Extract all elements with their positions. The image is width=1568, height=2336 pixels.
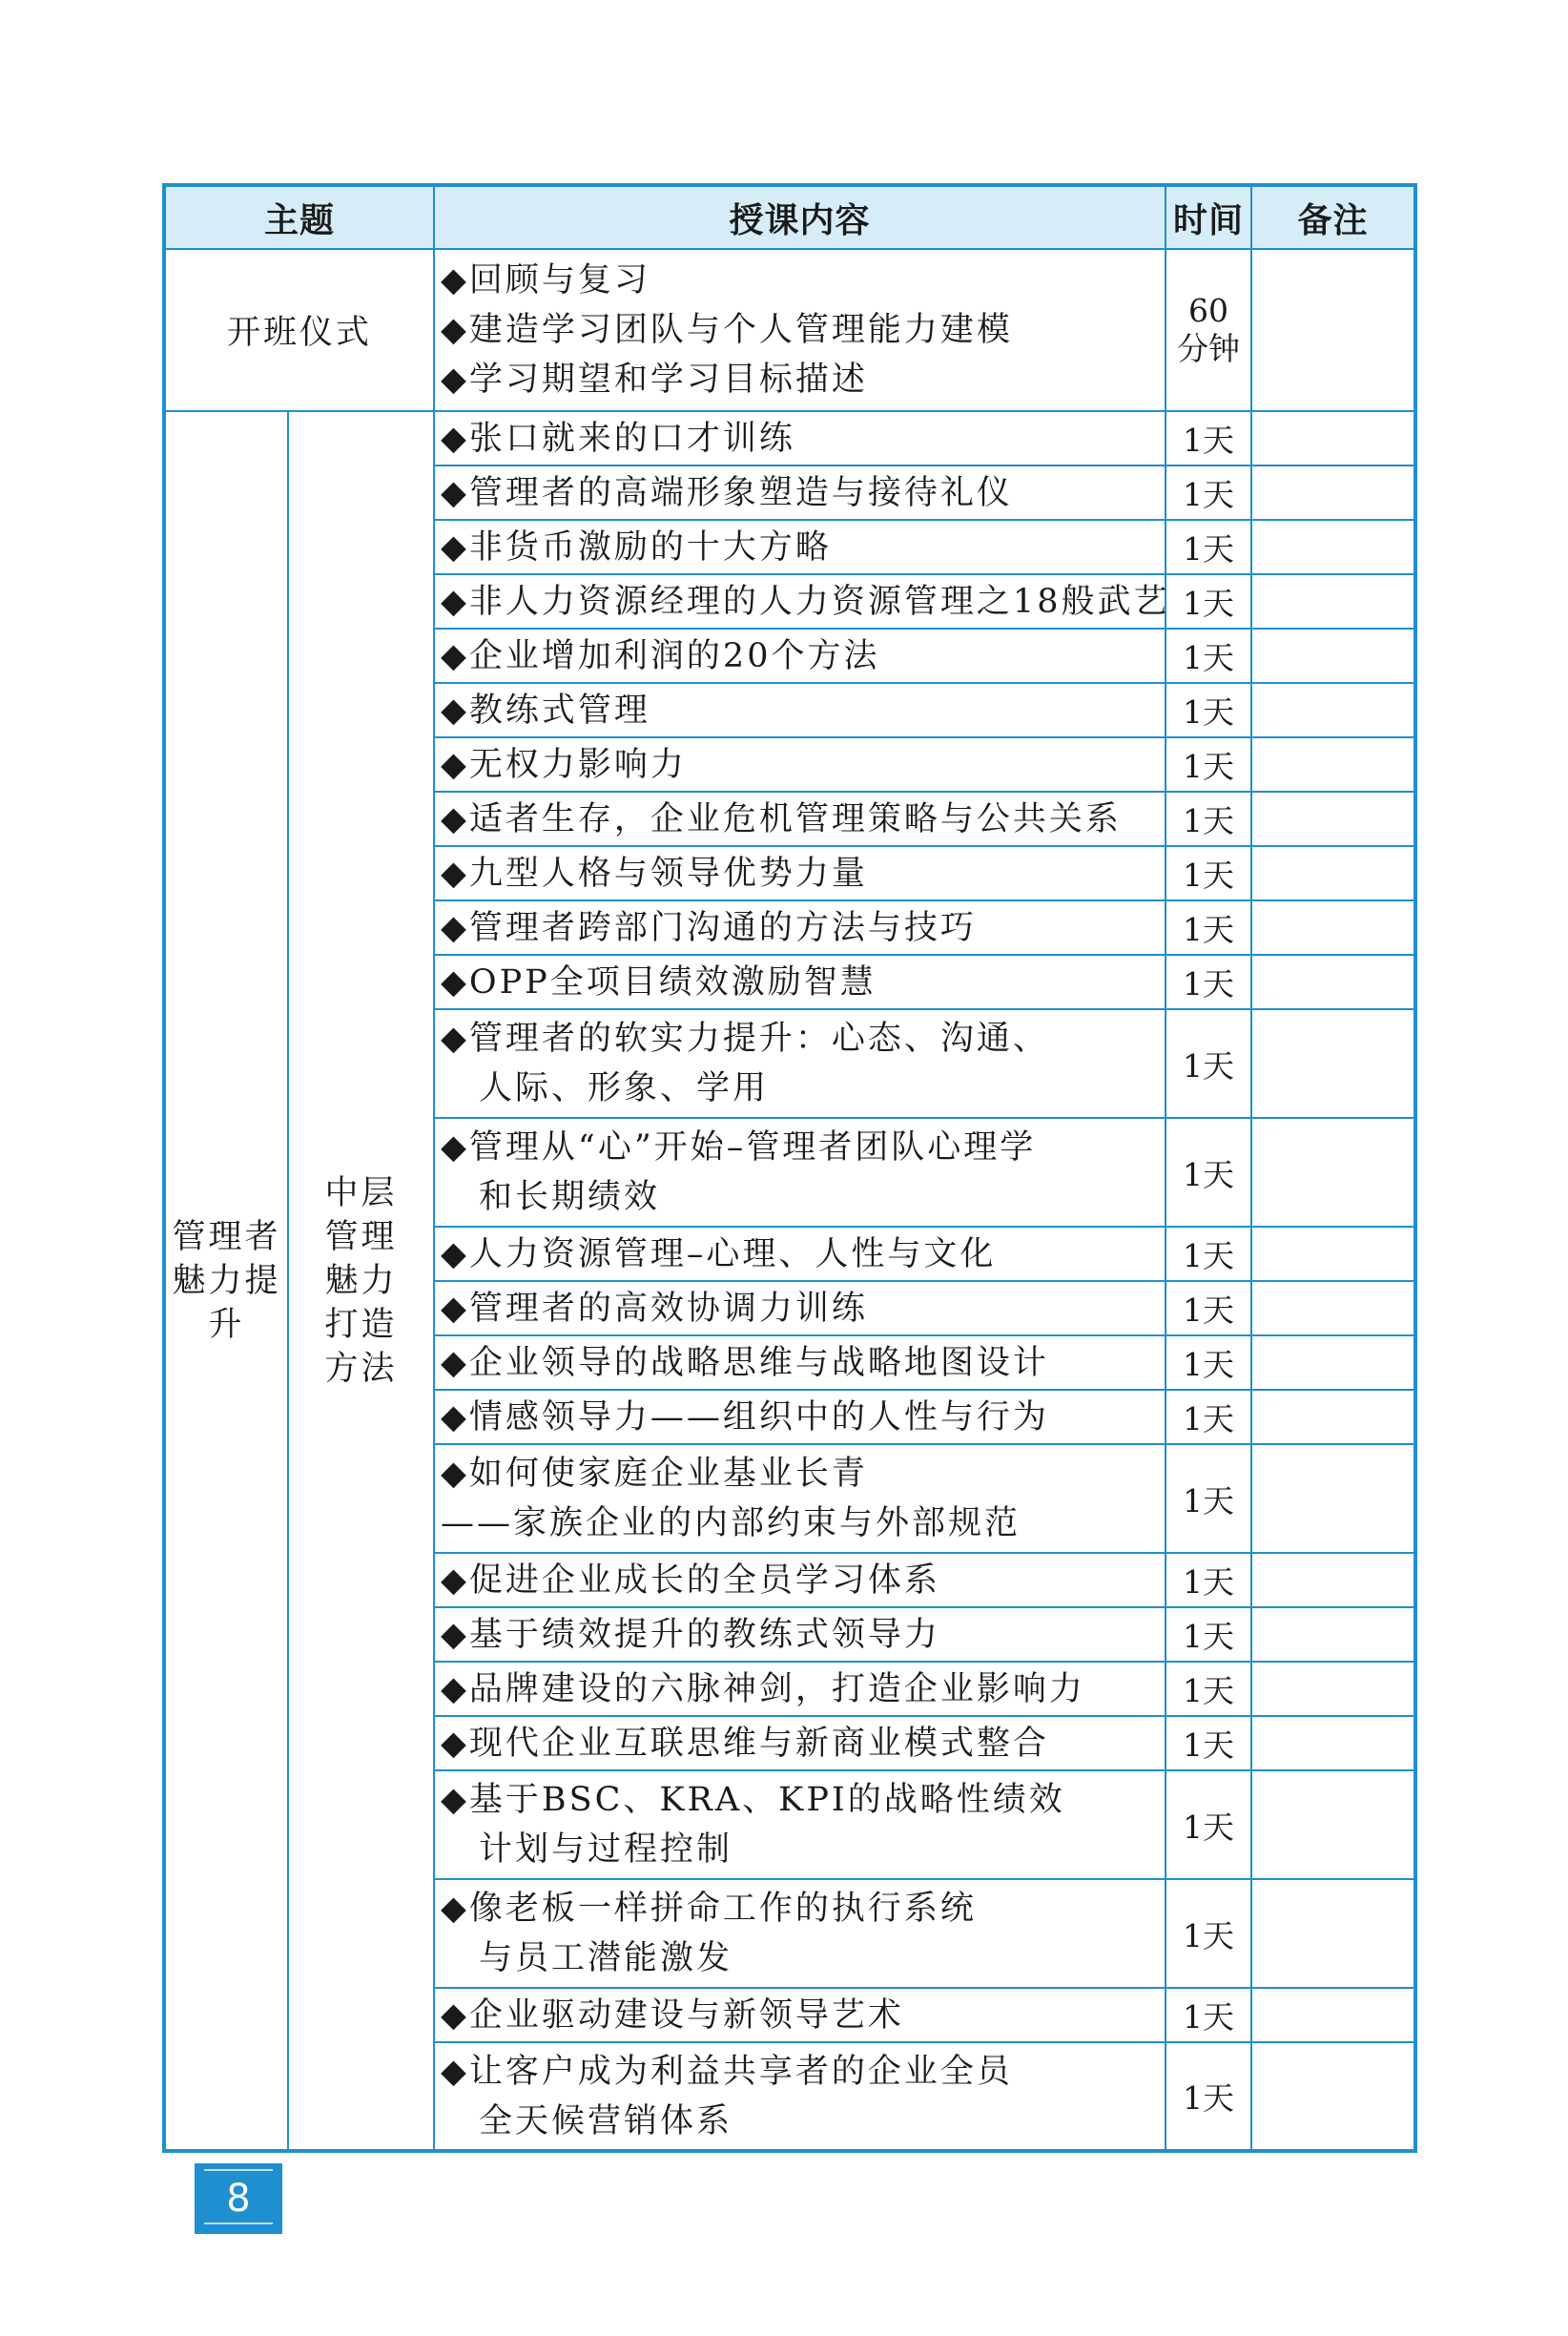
course-remarks <box>1251 1227 1415 1281</box>
course-content <box>434 955 1166 1009</box>
course-line: ◆管理者的高端形象塑造与接待礼仪 <box>441 473 1013 512</box>
course-line: 全天候营销体系 <box>479 2101 733 2140</box>
course-remarks <box>1251 1607 1415 1662</box>
course-line: ◆品牌建设的六脉神剑，打造企业影响力 <box>441 1669 1085 1708</box>
opening-item: ◆回顾与复习 <box>441 261 650 300</box>
table-row <box>164 411 1415 465</box>
course-remarks <box>1251 792 1415 846</box>
course-line: ——家族企业的内部约束与外部规范 <box>441 1504 1021 1542</box>
course-content <box>434 1553 1166 1607</box>
course-remarks <box>1251 1770 1415 1879</box>
page-number-badge <box>195 2163 282 2234</box>
course-content <box>434 846 1166 900</box>
course-line: ◆管理者的高效协调力训练 <box>441 1289 868 1328</box>
course-time: 1天 <box>1166 1607 1251 1662</box>
course-line: 人际、形象、学用 <box>479 1069 770 1107</box>
course-remarks <box>1251 900 1415 955</box>
course-content <box>434 1607 1166 1662</box>
course-line: 和长期绩效 <box>479 1178 661 1216</box>
opening-time <box>1166 249 1251 411</box>
course-time: 1天 <box>1166 629 1251 683</box>
course-content <box>434 1662 1166 1716</box>
course-content <box>434 1770 1166 1879</box>
course-time: 1天 <box>1166 1879 1251 1988</box>
badge-ornament-top <box>204 2169 273 2181</box>
course-line: ◆OPP全项目绩效激励智慧 <box>441 962 877 1002</box>
course-line: ◆基于绩效提升的教练式领导力 <box>441 1615 940 1654</box>
table-header-row <box>164 185 1415 249</box>
course-remarks <box>1251 520 1415 574</box>
course-line: ◆管理从“心”开始–管理者团队心理学 <box>441 1128 1037 1167</box>
opening-item: ◆建造学习团队与个人管理能力建模 <box>441 311 1013 349</box>
course-remarks <box>1251 1444 1415 1553</box>
course-remarks <box>1251 629 1415 683</box>
course-line: ◆非货币激励的十大方略 <box>441 527 832 567</box>
course-content <box>434 737 1166 792</box>
course-remarks <box>1251 1118 1415 1227</box>
course-time: 1天 <box>1166 1118 1251 1227</box>
course-line: ◆让客户成为利益共享者的企业全员 <box>441 2052 1013 2091</box>
course-line: ◆基于BSC、KRA、KPI的战略性绩效 <box>441 1781 1065 1819</box>
course-remarks <box>1251 1553 1415 1607</box>
opening-time-text: 60 分钟 <box>1177 292 1241 367</box>
course-line: ◆张口就来的口才训练 <box>441 419 795 458</box>
course-content <box>434 2042 1166 2151</box>
course-content <box>434 465 1166 520</box>
course-line: ◆如何使家庭企业基业长青 <box>441 1455 868 1493</box>
course-remarks <box>1251 2042 1415 2151</box>
course-line: ◆企业领导的战略思维与战略地图设计 <box>441 1343 1049 1382</box>
header-topic: 主题 <box>164 185 434 249</box>
opening-content <box>434 249 1166 411</box>
opening-topic: 开班仪式 <box>164 249 434 411</box>
course-remarks <box>1251 1988 1415 2042</box>
course-time: 1天 <box>1166 1770 1251 1879</box>
course-line: ◆管理者的软实力提升：心态、沟通、 <box>441 1020 1049 1058</box>
page-number: 8 <box>226 2177 251 2221</box>
course-line: ◆促进企业成长的全员学习体系 <box>441 1561 940 1600</box>
course-line: ◆情感领导力——组织中的人性与行为 <box>441 1397 1049 1437</box>
course-time: 1天 <box>1166 1553 1251 1607</box>
course-time: 1天 <box>1166 1662 1251 1716</box>
course-time: 1天 <box>1166 520 1251 574</box>
course-content <box>434 1879 1166 1988</box>
course-line: ◆非人力资源经理的人力资源管理之18般武艺 <box>441 582 1170 621</box>
course-time: 1天 <box>1166 411 1251 465</box>
course-content <box>434 1227 1166 1281</box>
group-topic <box>164 411 288 2151</box>
course-content <box>434 1335 1166 1390</box>
course-line: 计划与过程控制 <box>479 1830 733 1869</box>
header-content: 授课内容 <box>434 185 1166 249</box>
course-line: ◆企业增加利润的20个方法 <box>441 636 880 675</box>
course-remarks <box>1251 1335 1415 1390</box>
course-line: ◆像老板一样拼命工作的执行系统 <box>441 1890 977 1928</box>
group-subtopic-text: 中层管理魅力打造方法 <box>324 1173 398 1388</box>
course-time: 1天 <box>1166 955 1251 1009</box>
course-time: 1天 <box>1166 1716 1251 1770</box>
header-time: 时间 <box>1166 185 1251 249</box>
course-remarks <box>1251 1662 1415 1716</box>
course-content <box>434 1281 1166 1335</box>
course-time: 1天 <box>1166 1390 1251 1444</box>
badge-ornament-bottom <box>204 2222 273 2234</box>
course-remarks <box>1251 465 1415 520</box>
course-time: 1天 <box>1166 1988 1251 2042</box>
course-line: 与员工潜能激发 <box>479 1939 733 1977</box>
course-content <box>434 1118 1166 1227</box>
course-content <box>434 520 1166 574</box>
course-content <box>434 900 1166 955</box>
course-remarks <box>1251 1281 1415 1335</box>
course-time: 1天 <box>1166 683 1251 737</box>
course-line: ◆九型人格与领导优势力量 <box>441 854 868 893</box>
course-remarks <box>1251 683 1415 737</box>
course-content <box>434 1716 1166 1770</box>
group-topic-text: 管理者魅力提升 <box>172 1217 281 1344</box>
course-remarks <box>1251 1009 1415 1118</box>
course-time: 1天 <box>1166 2042 1251 2151</box>
course-content <box>434 1390 1166 1444</box>
course-content <box>434 1988 1166 2042</box>
course-content <box>434 574 1170 629</box>
course-content <box>434 1009 1166 1118</box>
course-line: ◆企业驱动建设与新领导艺术 <box>441 1995 904 2035</box>
course-time: 1天 <box>1166 1009 1251 1118</box>
opening-item: ◆学习期望和学习目标描述 <box>441 361 868 399</box>
course-remarks <box>1251 955 1415 1009</box>
course-line: ◆管理者跨部门沟通的方法与技巧 <box>441 908 977 947</box>
course-time: 1天 <box>1166 1281 1251 1335</box>
course-remarks <box>1251 846 1415 900</box>
course-time: 1天 <box>1166 574 1251 629</box>
opening-row <box>164 249 1415 411</box>
course-time: 1天 <box>1166 1444 1251 1553</box>
course-line: ◆现代企业互联思维与新商业模式整合 <box>441 1724 1049 1763</box>
course-time: 1天 <box>1166 1227 1251 1281</box>
course-time: 1天 <box>1166 1335 1251 1390</box>
course-remarks <box>1251 411 1415 465</box>
opening-remarks <box>1251 249 1415 411</box>
course-line: ◆人力资源管理–心理、人性与文化 <box>441 1234 997 1273</box>
course-content <box>434 683 1166 737</box>
group-subtopic <box>288 411 434 2151</box>
course-line: ◆教练式管理 <box>441 691 650 730</box>
header-remarks: 备注 <box>1251 185 1415 249</box>
course-remarks <box>1251 1390 1415 1444</box>
course-remarks <box>1251 1716 1415 1770</box>
course-content <box>434 792 1166 846</box>
course-line: ◆适者生存，企业危机管理策略与公共关系 <box>441 799 1122 838</box>
course-content <box>434 411 1166 465</box>
course-content <box>434 629 1166 683</box>
course-time: 1天 <box>1166 900 1251 955</box>
course-time: 1天 <box>1166 465 1251 520</box>
course-content <box>434 1444 1166 1553</box>
course-time: 1天 <box>1166 737 1251 792</box>
course-schedule-table <box>162 183 1417 2153</box>
course-time: 1天 <box>1166 792 1251 846</box>
course-time: 1天 <box>1166 846 1251 900</box>
course-remarks <box>1251 574 1415 629</box>
course-line: ◆无权力影响力 <box>441 745 687 784</box>
course-remarks <box>1251 1879 1415 1988</box>
course-remarks <box>1251 737 1415 792</box>
